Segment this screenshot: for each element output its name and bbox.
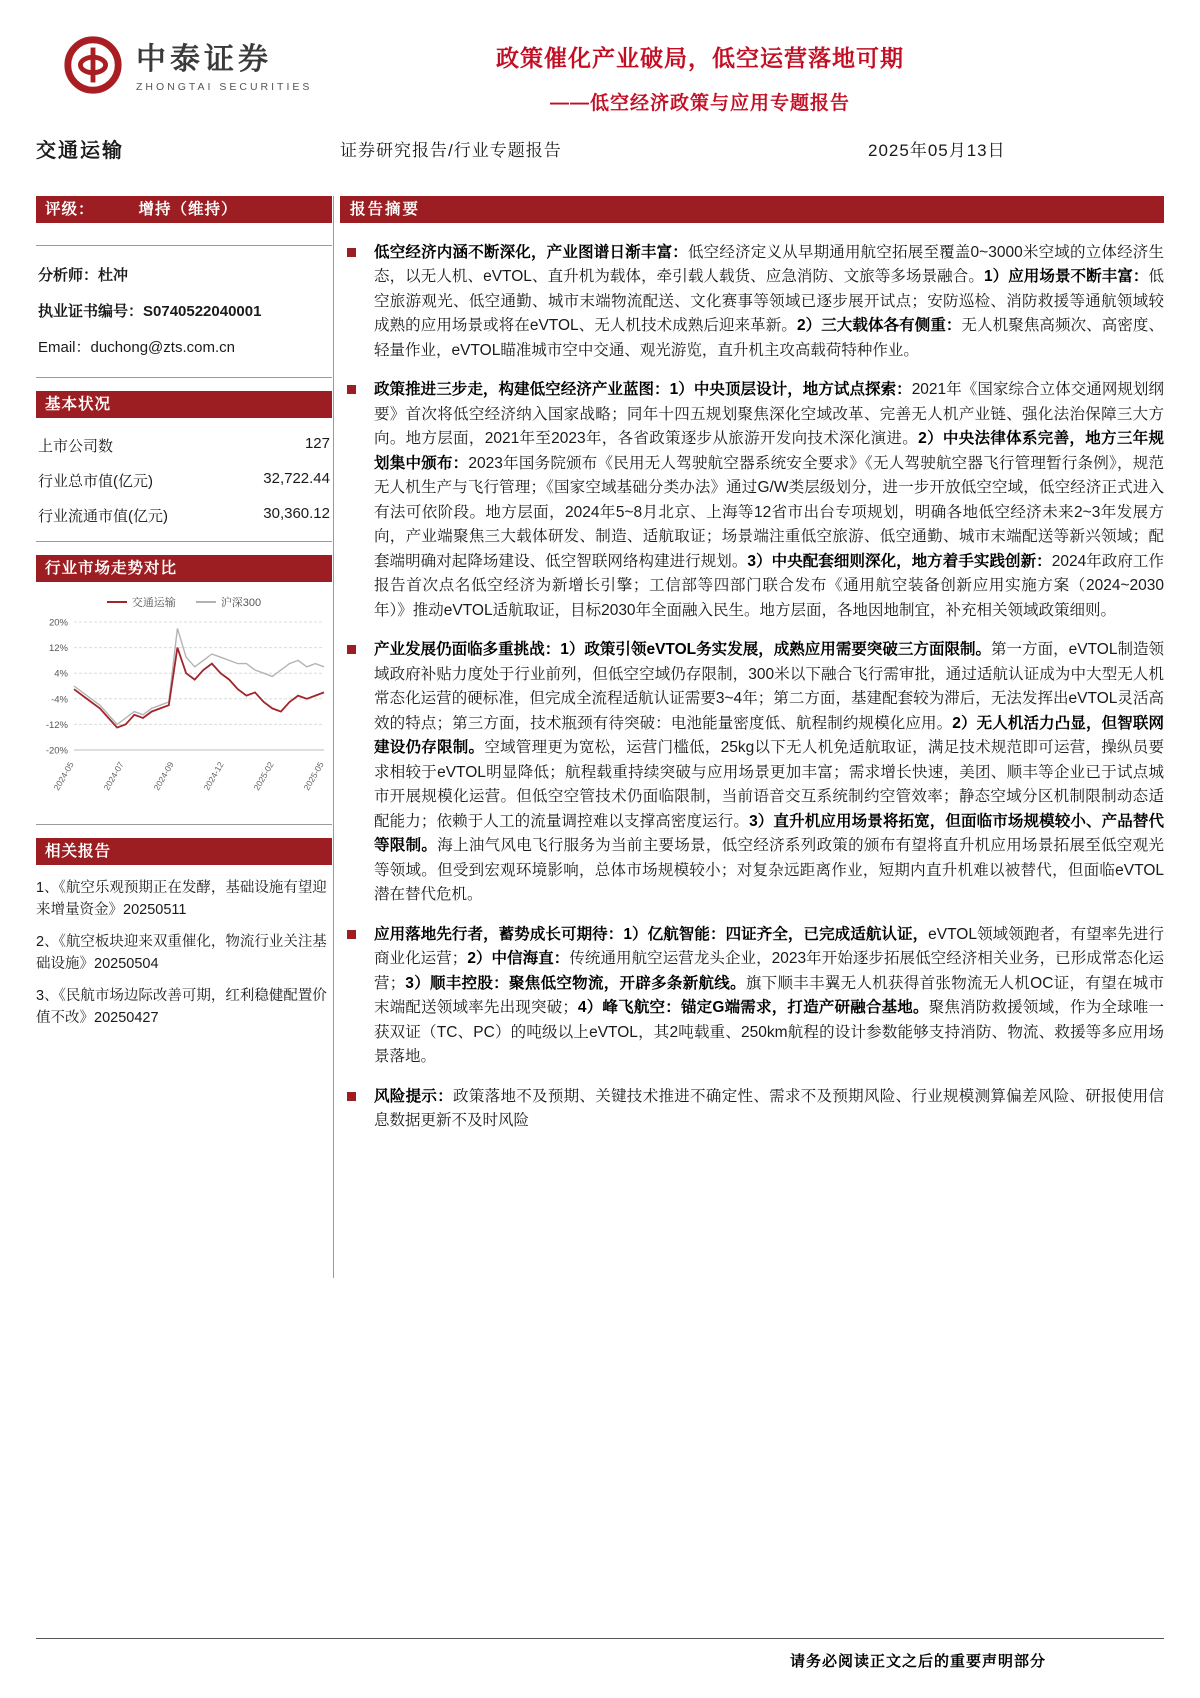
- summary-bullet: [340, 923, 1164, 1070]
- bullet-square-icon: [347, 1092, 356, 1101]
- brand-name-cn: 中泰证券: [136, 42, 272, 76]
- summary-bullet: [340, 378, 1164, 623]
- svg-text:12%: 12%: [48, 643, 68, 655]
- related-report-item: 1、《航空乐观预期正在发酵，基础设施有望迎来增量资金》20250511: [36, 880, 327, 919]
- legend-item: [196, 594, 261, 610]
- svg-text:2025-02: 2025-02: [251, 760, 276, 793]
- summary-bullets: [340, 241, 1164, 1133]
- bullet-square-icon: [347, 645, 356, 654]
- footer-disclaimer: 请务必阅读正文之后的重要声明部分: [789, 1652, 1046, 1670]
- report-title: 政策催化产业破局，低空运营落地可期: [496, 45, 904, 71]
- trend-chart-header: 行业市场走势对比: [36, 555, 332, 582]
- zhongtai-emblem-icon: [62, 34, 124, 101]
- svg-text:4%: 4%: [54, 668, 68, 680]
- svg-text:2024-05: 2024-05: [51, 760, 76, 793]
- svg-text:2024-09: 2024-09: [151, 760, 176, 793]
- bullet-text: 风险提示：政策落地不及预期、关键技术推进不确定性、需求不及预期风险、行业规模测算偏差风险、研报使用信息数据更新不及时风险: [374, 1087, 1164, 1129]
- industry-label: 交通运输: [36, 140, 124, 162]
- legend-item: [107, 594, 176, 610]
- report-subtitle: ——低空经济政策与应用专题报告: [549, 93, 850, 114]
- basic-status-row: [36, 463, 332, 498]
- svg-text:20%: 20%: [48, 617, 68, 629]
- trend-chart-svg: [36, 614, 332, 809]
- summary-bullet: [340, 638, 1164, 907]
- related-report-item: 2、《航空板块迎来双重催化，物流行业关注基础设施》20250504: [36, 933, 327, 973]
- bullet-square-icon: [347, 930, 356, 939]
- summary-bullet: [340, 241, 1164, 363]
- rating-bar: [36, 196, 332, 223]
- column-divider: [333, 196, 334, 1278]
- header-titles: [300, 40, 1100, 115]
- svg-text:2024-12: 2024-12: [201, 760, 226, 793]
- basic-status-row: [36, 428, 332, 463]
- brand-name-en: ZHONGTAI SECURITIES: [136, 80, 313, 93]
- report-date: 2025年05月13日: [868, 141, 1006, 160]
- rating-value: 增持（维持）: [138, 201, 238, 218]
- stat-label: 行业总市值(亿元): [38, 473, 153, 490]
- summary-header: 报告摘要: [340, 196, 1164, 223]
- svg-text:2025-05: 2025-05: [301, 760, 326, 793]
- basic-status-rows: [36, 428, 332, 533]
- report-type: 证券研究报告/行业专题报告: [340, 141, 562, 160]
- rating-label: 评级：: [45, 201, 95, 218]
- bullet-square-icon: [347, 248, 356, 257]
- divider: [36, 824, 332, 825]
- stat-label: 上市公司数: [38, 438, 114, 455]
- svg-text:-4%: -4%: [51, 694, 68, 706]
- license-line: 执业证书编号：S0740522040001: [38, 303, 262, 320]
- chart-legend: [36, 594, 332, 610]
- stat-value: 127: [304, 435, 330, 452]
- main-column: [340, 196, 1164, 1148]
- bullet-text: 应用落地先行者，蓄势成长可期待：1）亿航智能：四证齐全，已完成适航认证，eVTOL领域领跑者，有望率先进行商业化运营；2）中信海直：传统通用航空运营龙头企业，2023年开始逐步拓展低空经济相关业务，已形成常态化运营；3）顺丰控股：聚焦低空物流，开辟多条新航线。旗下顺丰丰翼无人机获得首张物流无人机OC证，有望在城市末端配送领域率先出现突破；4）峰飞航空：锚定G端需求，打造产研融合基地。聚焦消防救援领域，作为全球唯一获双证（TC、PC）的吨级以上eVTOL，其2吨载重、250km航程的设计参数能够支持消防、物流、救援等多应用场景落地。: [374, 925, 1164, 1066]
- svg-text:-20%: -20%: [45, 745, 68, 757]
- stat-label: 行业流通市值(亿元): [38, 508, 168, 525]
- legend-label: 沪深300: [220, 597, 262, 609]
- divider: [36, 245, 332, 246]
- basic-status-row: [36, 498, 332, 533]
- bullet-text: 低空经济内涵不断深化，产业图谱日渐丰富：低空经济定义从早期通用航空拓展至覆盖0~3000米空域的立体经济生态，以无人机、eVTOL、直升机为载体，牵引载人载货、应急消防、文旅等多场景融合。1）应用场景不断丰富：低空旅游观光、低空通勤、城市末端物流配送、文化赛事等领域已逐步展开试点；安防巡检、消防救援等通航领域较成熟的应用场景或将在eVTOL、无人机技术成熟后迎来革新。2）三大载体各有侧重：无人机聚焦高频次、高密度、轻量作业，eVTOL瞄准城市空中交通、观光游览，直升机主攻高载荷特种作业。: [374, 244, 1164, 359]
- stat-value: 32,722.44: [263, 470, 330, 487]
- related-reports-header: 相关报告: [36, 838, 332, 865]
- bullet-square-icon: [347, 385, 356, 394]
- svg-text:2024-07: 2024-07: [101, 760, 126, 793]
- legend-line-icon: [107, 601, 127, 603]
- email-line: Email：duchong@zts.com.cn: [38, 339, 235, 356]
- trend-chart: [36, 594, 332, 814]
- related-report-item: 3、《民航市场边际改善可期，红利稳健配置价值不改》20250427: [36, 987, 327, 1027]
- bullet-text: 产业发展仍面临多重挑战：1）政策引领eVTOL务实发展，成熟应用需要突破三方面限制。第一方面，eVTOL制造领域政府补贴力度处于行业前列，但低空空域仍存限制，300米以下融合飞行需审批，通过适航认证成为中大型无人机常态化运营的硬标准，但完成全流程适航认证需要3~4年；第二方面，基建配套较为滞后，无法发挥出eVTOL灵活高效的特点；第三方面，技术瓶颈有待突破：电池能量密度低、航程制约规模化应用。2）无人机活力凸显，但智联网建设仍存限制。空域管理更为宽松，运营门槛低，25kg以下无人机免适航取证，满足技术规范即可运营，操纵员要求相较于eVTOL明显降低；航程载重持续突破与应用场景更加丰富；需求增长快速，美团、顺丰等企业已于试点城市开展规模化运营。但低空空管技术仍面临限制，当前语音交互系统制约空管效率；静态空域分区机制限制动态适配能力；依赖于人工的流量调控难以支撑高密度运行。3）直升机应用场景将拓宽，但面临市场规模较小、产品替代等限制。海上油气风电飞行服务为当前主要场景，低空经济系列政策的颁布有望将直升机应用场景拓展至低空观光等领域。但受到宏观环境影响，总体市场规模较小；对复杂远距离作业，短期内直升机难以被替代，但面临eVTOL潜在替代危机。: [374, 641, 1164, 904]
- svg-text:-12%: -12%: [45, 719, 68, 731]
- sidebar: [36, 196, 332, 1039]
- analyst-line: 分析师：杜冲: [38, 267, 129, 284]
- summary-bullet: [340, 1085, 1164, 1134]
- footer-divider: [36, 1638, 1164, 1639]
- legend-label: 交通运输: [131, 597, 176, 609]
- bullet-text: 政策推进三步走，构建低空经济产业蓝图：1）中央顶层设计，地方试点探索：2021年《国家综合立体交通网规划纲要》首次将低空经济纳入国家战略；同年十四五规划聚焦深化空域改革、完善无人机产业链、强化法治保障三大方向。地方层面，2021年至2023年，各省政策逐步从旅游开发向技术深化演进。2）中央法律体系完善，地方三年规划集中颁布：2023年国务院颁布《民用无人驾驶航空器系统安全要求》《无人驾驶航空器飞行管理暂行条例》，规范无人机生产与飞行管理；《国家空域基础分类办法》通过G/W类层级划分，进一步开放低空空域，低空经济正式进入有法可依阶段。地方层面，2024年5~8月北京、上海等12省市出台专项规划，明确各地低空经济未来2~3年发展方向，产业端聚焦三大载体研发、制造、适航取证；场景端注重低空旅游、低空通勤、城市末端配送等新兴领域；配套端明确对起降场建设、低空智联网络构建进行规划。3）中央配套细则深化，地方着手实践创新：2024年政府工作报告首次点名低空经济为新增长引擎；工信部等四部门联合发布《通用航空装备创新应用实施方案（2024~2030年）》推动eVTOL适航取证，目标2030年全面融入民生。地方层面，各地因地制宜，补充相关领域政策细则。: [374, 381, 1165, 619]
- divider: [36, 377, 332, 378]
- divider: [36, 541, 332, 542]
- basic-status-header: 基本状况: [36, 391, 332, 418]
- brand-logo: [62, 34, 312, 101]
- stat-value: 30,360.12: [263, 505, 330, 522]
- legend-line-icon: [196, 601, 216, 603]
- related-report-list: [36, 877, 332, 1030]
